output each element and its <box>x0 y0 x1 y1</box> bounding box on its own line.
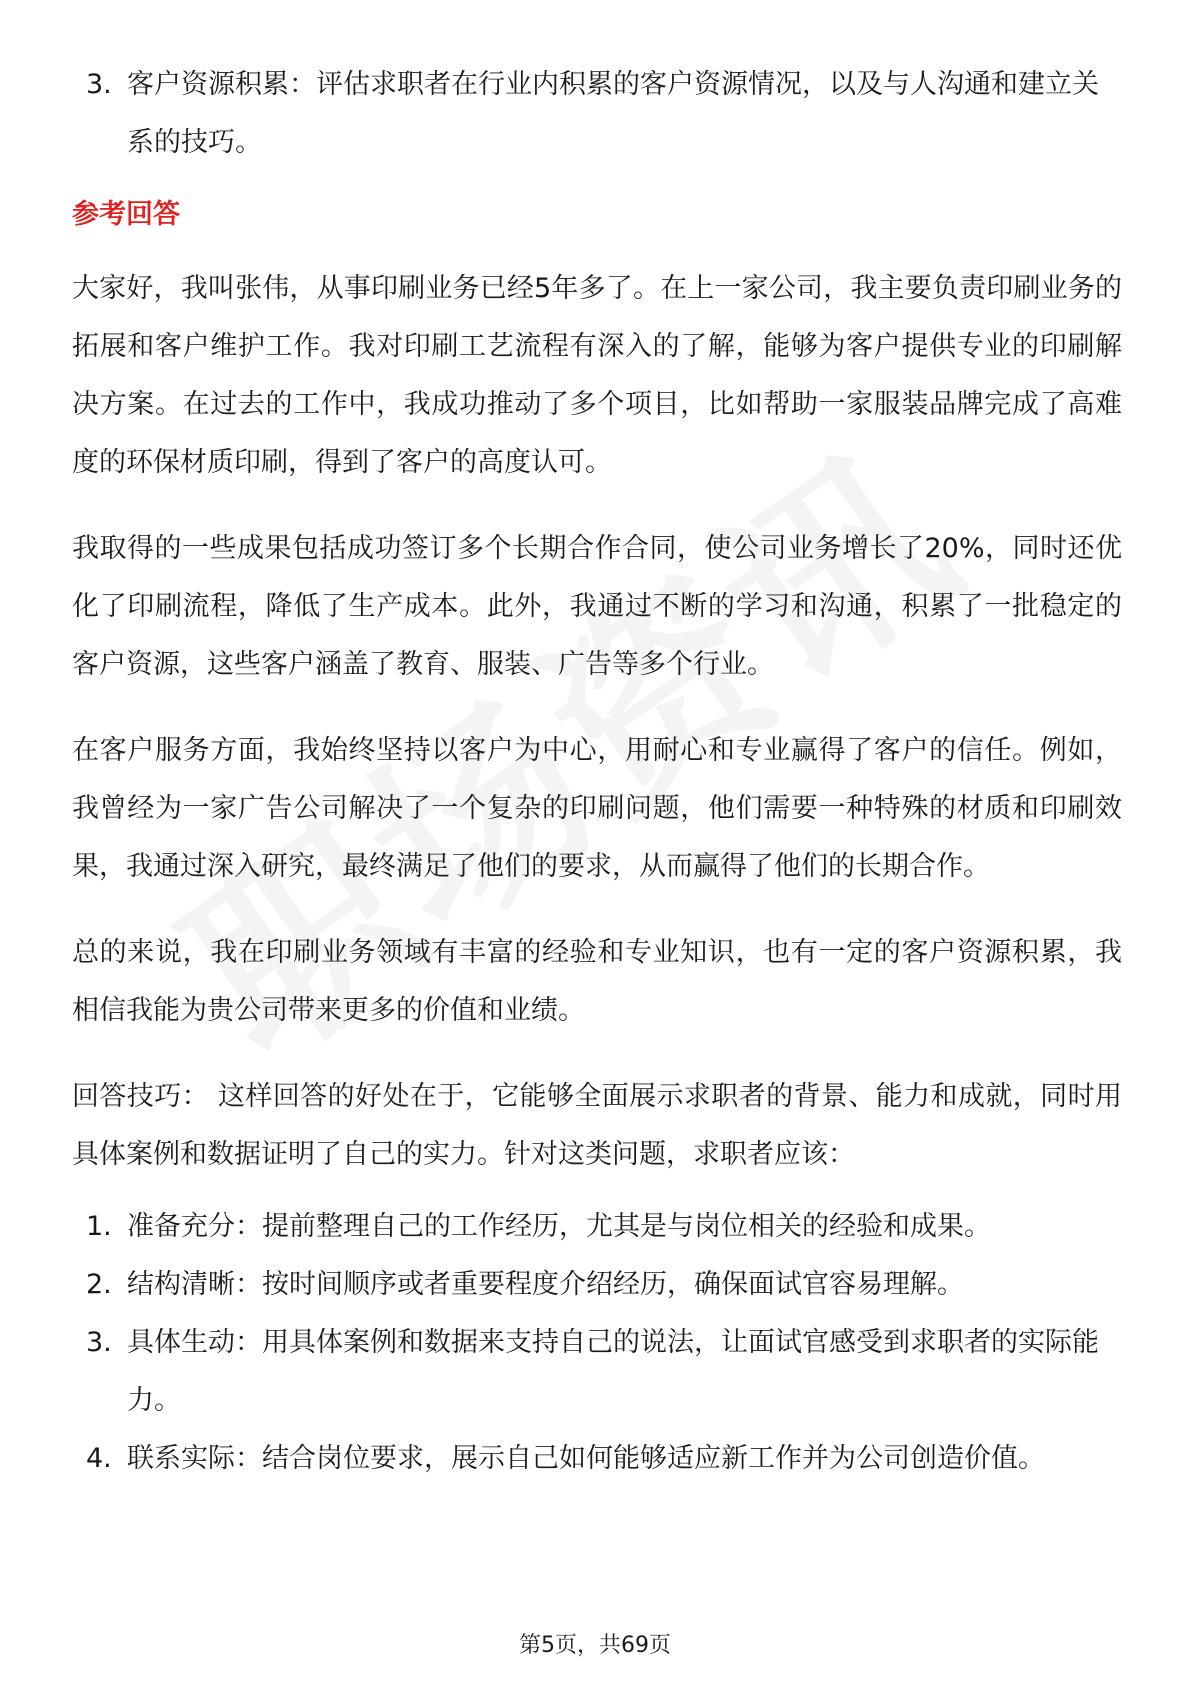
list-item <box>72 1314 1122 1430</box>
section-heading: 参考回答 <box>72 199 180 230</box>
answer-paragraph: 大家好，我叫张伟，从事印刷业务已经5年多了。在上一家公司，我主要负责印刷业务的拓展和客户维护工作。我对印刷工艺流程有深入的了解，能够为客户提供专业的印刷解决方案。在过去的工作中，我成功推动了多个项目，比如帮助一家服装品牌完成了高难度的环保材质印刷，得到了客户的高度认可。 <box>72 273 1122 478</box>
list-number: 2. <box>86 1269 112 1300</box>
list-item <box>72 1256 1122 1314</box>
answer-paragraph: 总的来说，我在印刷业务领域有丰富的经验和专业知识，也有一定的客户资源积累，我相信我能为贵公司带来更多的价值和业绩。 <box>72 937 1122 1026</box>
tips-intro-paragraph: 回答技巧： 这样回答的好处在于，它能够全面展示求职者的背景、能力和成就，同时用具体案例和数据证明了自己的实力。针对这类问题，求职者应该： <box>72 1081 1122 1170</box>
answer-paragraph: 在客户服务方面，我始终坚持以客户为中心，用耐心和专业赢得了客户的信任。例如，我曾经为一家广告公司解决了一个复杂的印刷问题，他们需要一种特殊的材质和印刷效果，我通过深入研究，最终满足了他们的要求，从而赢得了他们的长期合作。 <box>72 735 1122 882</box>
list-number: 3. <box>86 69 112 100</box>
list-item-text: 客户资源积累：评估求职者在行业内积累的客户资源情况，以及与人沟通和建立关系的技巧。 <box>127 69 1099 158</box>
list-item <box>72 56 1122 172</box>
list-item-text: 结构清晰：按时间顺序或者重要程度介绍经历，确保面试官容易理解。 <box>127 1269 964 1300</box>
page-number: 第5页，共69页 <box>519 1633 671 1658</box>
answer-paragraph: 我取得的一些成果包括成功签订多个长期合作合同，使公司业务增长了20%，同时还优化了印刷流程，降低了生产成本。此外，我通过不断的学习和沟通，积累了一批稳定的客户资源，这些客户涵盖了教育、服装、广告等多个行业。 <box>72 533 1122 680</box>
list-item-text: 准备充分：提前整理自己的工作经历，尤其是与岗位相关的经验和成果。 <box>127 1211 991 1242</box>
list-number: 3. <box>86 1327 112 1358</box>
list-item <box>72 1430 1122 1488</box>
list-number: 4. <box>86 1443 112 1474</box>
tips-list <box>72 1198 1122 1488</box>
list-item-text: 联系实际：结合岗位要求，展示自己如何能够适应新工作并为公司创造价值。 <box>127 1443 1045 1474</box>
list-item <box>72 1198 1122 1256</box>
page-footer <box>0 1628 1190 1659</box>
list-number: 1. <box>86 1211 112 1242</box>
list-item-text: 具体生动：用具体案例和数据来支持自己的说法，让面试官感受到求职者的实际能力。 <box>127 1327 1099 1416</box>
document-content <box>72 56 1122 1488</box>
